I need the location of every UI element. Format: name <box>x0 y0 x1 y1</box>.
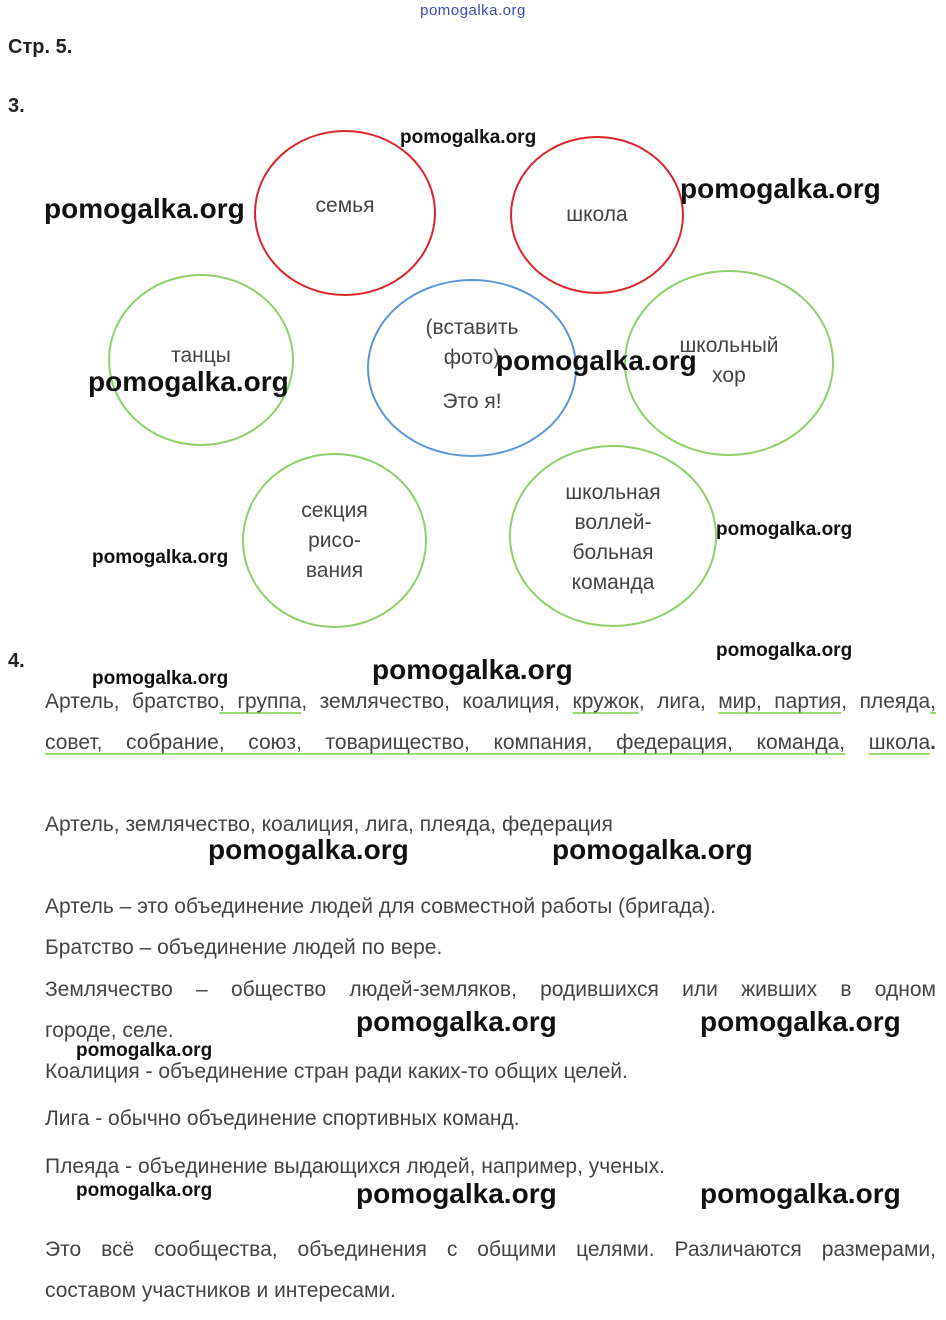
circle-drawing-section <box>242 453 427 628</box>
watermark: pomogalka.org <box>716 519 853 540</box>
comma: , <box>638 690 645 713</box>
page-label: Стр. 5. <box>8 36 73 58</box>
watermark: pomogalka.org <box>356 1178 557 1209</box>
comma: , <box>841 690 848 713</box>
word-sovet-sobranie-soyuz: совет, собрание, союз <box>45 731 297 754</box>
definition-pleyada: Плеяда - объединение выдающихся людей, например, ученых. <box>45 1155 665 1178</box>
drawing-line-1: секция <box>301 498 368 522</box>
watermark: pomogalka.org <box>208 834 409 865</box>
definition-zemlyachestvo-line2: городе, селе. <box>45 1019 174 1042</box>
watermark: pomogalka.org <box>400 127 537 148</box>
word-artel: Артель, <box>45 690 120 713</box>
watermark: pomogalka.org <box>700 1178 901 1209</box>
watermark: pomogalka.org <box>88 366 289 397</box>
definition-bratstvo: Братство – объединение людей по вере. <box>45 936 443 959</box>
definition-liga: Лига - обычно объединение спортивных команд. <box>45 1107 520 1130</box>
site-header-link[interactable]: pomogalka.org <box>420 2 526 19</box>
word-tovarishchestvo-list: товарищество, компания, федерация, команда <box>325 731 840 754</box>
circle-family <box>254 130 436 296</box>
volley-line-1: школьная <box>565 481 661 504</box>
circle-dances <box>108 274 294 446</box>
watermark: pomogalka.org <box>700 1006 901 1037</box>
task-4-number: 4. <box>8 650 25 672</box>
comma: , <box>301 690 308 713</box>
period: . <box>930 731 936 754</box>
watermark: pomogalka.org <box>496 345 697 376</box>
circle-school <box>510 136 684 294</box>
word-mir-partiya: мир, партия <box>718 690 842 713</box>
comma: , <box>839 731 846 754</box>
circle-volleyball-team <box>509 445 717 627</box>
definition-artel: Артель – это объединение людей для совместной работы (бригада). <box>45 895 717 918</box>
center-line-3: Это я! <box>442 390 502 413</box>
definition-koalitsiya: Коалиция - объединение стран ради каких-то общих целей. <box>45 1060 628 1083</box>
choir-line-1: школьный <box>679 334 779 357</box>
volley-line-4: команда <box>571 571 655 594</box>
word-pleyada: плеяда <box>859 690 931 713</box>
conclusion-line-2: составом участников и интересами. <box>45 1279 397 1302</box>
conclusion-line-1: Это всё сообщества, объединения с общими целями. Различаются размерами, <box>45 1238 936 1261</box>
watermark: pomogalka.org <box>76 1040 213 1061</box>
watermark: pomogalka.org <box>356 1006 557 1037</box>
watermark: pomogalka.org <box>680 173 881 204</box>
word-kruzhok: кружок <box>572 690 639 713</box>
word-gruppa <box>219 690 301 713</box>
word-gruppa-comma: , <box>219 690 225 713</box>
word-gruppa-text: группа <box>237 690 302 713</box>
word-liga: лига, <box>657 690 706 713</box>
watermark: pomogalka.org <box>76 1180 213 1201</box>
word-shkola: школа <box>868 731 931 754</box>
watermark: pomogalka.org <box>552 834 753 865</box>
center-line-2: фото) <box>443 346 501 369</box>
word-list <box>45 681 936 804</box>
choir-line-2: хор <box>712 364 746 387</box>
drawing-line-2: рисо- <box>308 528 361 552</box>
definition-zemlyachestvo-line1: Землячество – общество людей-земляков, родившихся или живших в одном <box>45 978 936 1001</box>
center-line-1: (вставить <box>425 316 519 339</box>
word-bratstvo: братство <box>132 690 220 713</box>
comma: , <box>930 690 937 713</box>
volley-line-3: больная <box>572 541 654 564</box>
comma: , <box>296 731 302 754</box>
selected-words: Артель, землячество, коалиция, лига, плеяда, федерация <box>45 813 613 836</box>
watermark: pomogalka.org <box>372 654 573 685</box>
drawing-line-3: вания <box>305 558 364 582</box>
watermark: pomogalka.org <box>92 547 229 568</box>
task-3-number: 3. <box>8 95 25 117</box>
watermark: pomogalka.org <box>44 193 245 224</box>
circle-school-label: школа <box>566 203 628 226</box>
word-koalitsiya: коалиция, <box>462 690 561 713</box>
watermark: pomogalka.org <box>92 668 229 689</box>
circle-family-label: семья <box>315 194 375 217</box>
circle-dances-label: танцы <box>171 344 231 367</box>
volley-line-2: воллей- <box>574 511 652 534</box>
word-zemlyachestvo: землячество, <box>319 690 450 713</box>
watermark: pomogalka.org <box>716 640 853 661</box>
